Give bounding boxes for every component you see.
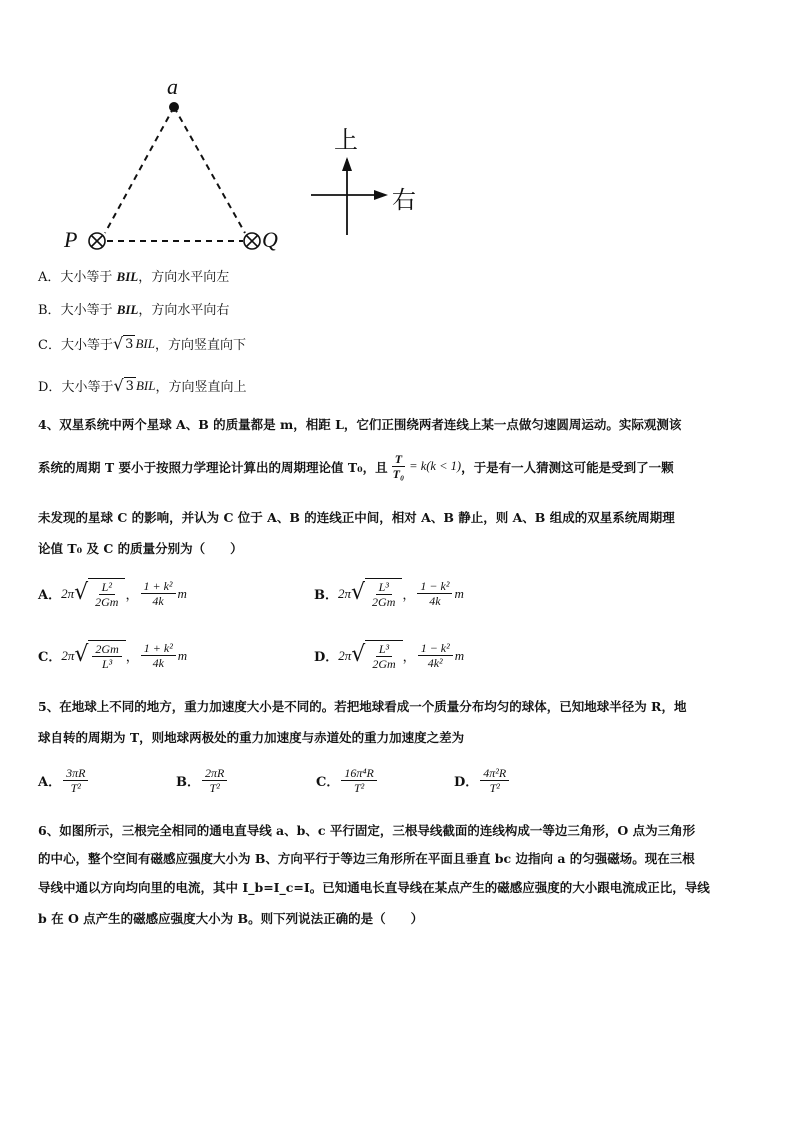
q5-line-1: 5、在地球上不同的地方，重力加速度大小是不同的。若把地球看成一个质量分布均匀的球体，已知地球半径为 R，地 <box>38 699 687 714</box>
sqrt-symbol: √ 3 <box>113 375 134 395</box>
option-text: 大小等于 <box>61 380 114 395</box>
option-text: 大小等于 <box>60 338 113 353</box>
option-letter: B． <box>38 303 61 318</box>
q4-line-2: 系统的周期 T 要小于按照力学理论计算出的周期理论值 T₀，且 $\frac{T}{\text{T₀}}$ = k(k < 1) ，于是有一人猜测这可能是受到了一颗 <box>38 452 674 481</box>
q4-option-D[interactable]: D． 2π √ $\frac{\text{L³}}{2Gm}$ ， $\frac{\text{1 − k²}}{\text{4k²}}$ m <box>314 641 465 671</box>
label-right: 右 <box>392 186 416 214</box>
q5-option-B[interactable]: B． $\frac{2\pi R}{\text{T²}}$ <box>176 766 229 795</box>
q4-option-A[interactable]: A． 2π √ $\frac{\text{L²}}{2Gm}$ ， $\frac{\text{1 + k²}}{4k}$ m <box>38 579 187 609</box>
q3-option-D[interactable] <box>38 376 246 395</box>
wire-P-into-page-icon <box>89 233 105 249</box>
option-letter: C． <box>38 338 61 353</box>
label-up: 上 <box>334 126 358 154</box>
q3-option-B[interactable] <box>38 301 229 320</box>
q5-option-C[interactable]: C． $\frac{\text{16π⁴R}}{\text{T²}}$ <box>316 766 379 795</box>
direction-cross-icon <box>311 157 388 235</box>
option-text-post: ，方向竖直向上 <box>155 380 247 395</box>
label-a: a <box>167 74 178 99</box>
option-letter: D． <box>38 380 62 395</box>
q3-option-C[interactable] <box>38 334 246 353</box>
ratio-fraction: $\frac{T}{\text{T₀}}$ <box>392 452 405 481</box>
option-math: BIL <box>116 269 139 284</box>
q4-line-4: 论值 T₀ 及 C 的质量分别为（ ） <box>38 541 243 556</box>
q5-option-D[interactable]: D． $\frac{\text{4π²R}}{\text{T²}}$ <box>454 766 511 795</box>
q5-option-A[interactable]: A． $\frac{3\pi R}{\text{T²}}$ <box>38 766 90 795</box>
option-text: 大小等于 <box>60 270 117 285</box>
option-text-post: ，方向水平向左 <box>138 270 230 285</box>
q4-line-3: 未发现的星球 C 的影响，并认为 C 位于 A、B 的连线正中间，相对 A、B 静止，则 A、B 组成的双星系统周期理 <box>38 510 675 525</box>
q5-line-2: 球自转的周期为 T，则地球两极处的重力加速度与赤道处的重力加速度之差为 <box>38 730 465 745</box>
q4-line-1: 4、双星系统中两个星球 A、B 的质量都是 m，相距 L，它们正围绕两者连线上某一点做匀速圆周运动。实际观测该 <box>38 417 682 432</box>
sqrt-symbol: √ 3 <box>112 333 134 353</box>
q6-line-3: 导线中通以方向均向里的电流，其中 I_b=I_c=I。已知通电长直导线在某点产生的磁感应强度的大小跟电流成正比，导线 <box>38 880 710 895</box>
q6-line-1: 6、如图所示，三根完全相同的通电直导线 a、b、c 平行固定，三根导线截面的连线构成一等边三角形，O 点为三角形 <box>38 823 696 838</box>
triangle-diagram <box>55 75 435 265</box>
label-Q: Q <box>262 227 278 252</box>
q6-line-4: b 在 O 点产生的磁感应强度大小为 B。则下列说法正确的是（ ） <box>38 911 424 926</box>
option-text-post: ，方向水平向右 <box>138 303 230 318</box>
q3-option-A[interactable] <box>38 268 229 287</box>
label-P: P <box>64 227 78 252</box>
option-text-post: ，方向竖直向下 <box>154 338 246 353</box>
point-a <box>169 102 179 112</box>
edge-a-P <box>105 107 174 233</box>
wire-Q-into-page-icon <box>244 233 260 249</box>
option-text: 大小等于 <box>60 303 117 318</box>
option-letter: A． <box>38 270 61 285</box>
q6-line-2: 的中心，整个空间有磁感应强度大小为 B、方向平行于等边三角形所在平面且垂直 bc 边指向 a 的匀强磁场。现在三根 <box>38 851 695 866</box>
option-math: BIL <box>135 377 156 393</box>
q4-option-C[interactable]: C． 2π √ $\frac{2Gm}{\text{L³}}$ ， $\frac{\text{1 + k²}}{4k}$ m <box>38 641 188 671</box>
edge-a-Q <box>174 107 245 233</box>
option-math: BIL <box>116 302 139 317</box>
option-math: BIL <box>135 335 155 351</box>
q4-option-B[interactable]: B． 2π √ $\frac{\text{L³}}{2Gm}$ ， $\frac{\text{1 − k²}}{4k}$ m <box>314 579 464 609</box>
